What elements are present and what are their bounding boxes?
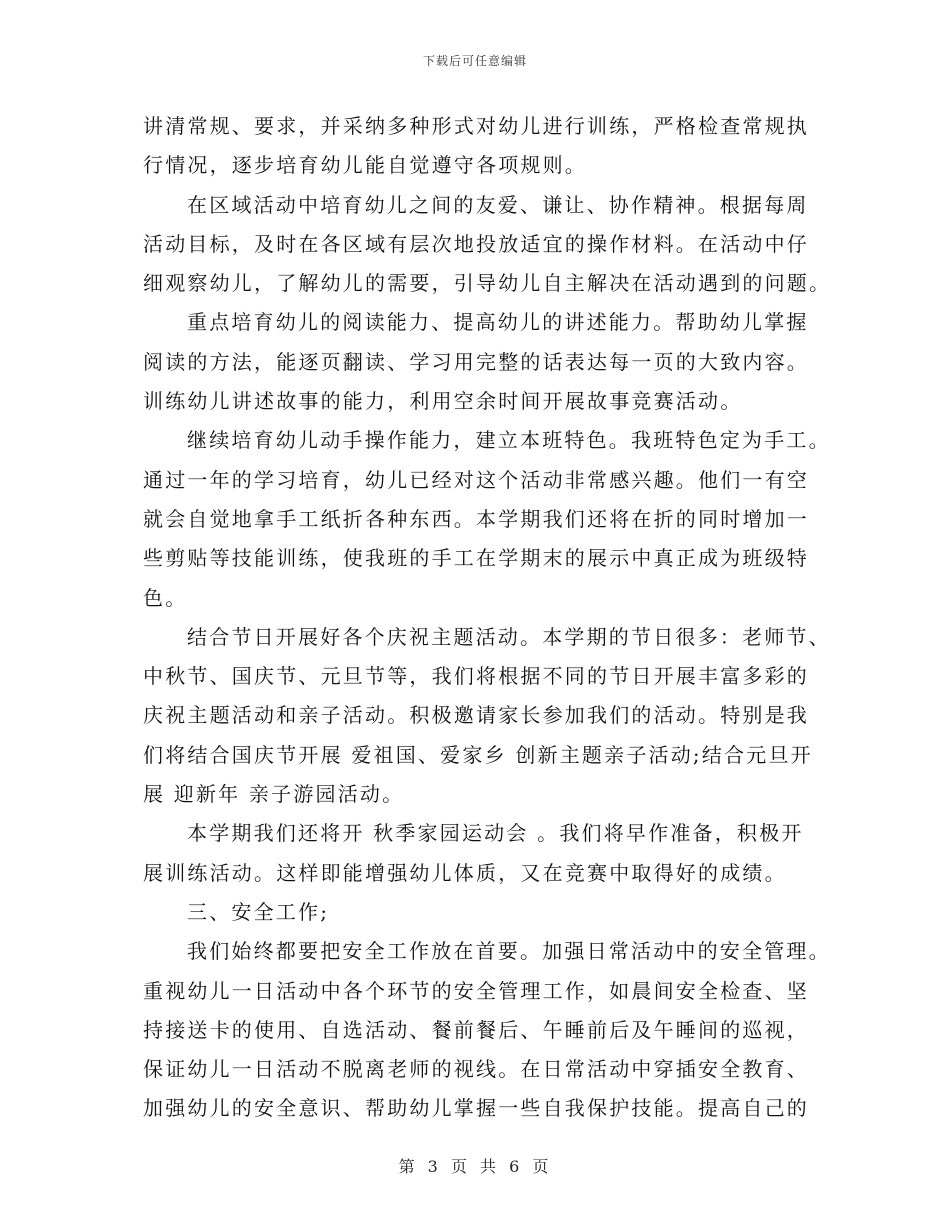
text-line: 三、安全工作; (187, 899, 330, 924)
text-line: 活动目标，及时在各区域有层次地投放适宜的操作材料。在活动中仔 (143, 231, 809, 256)
document-body (143, 107, 832, 1129)
text-line: 通过一年的学习培育，幼儿已经对这个活动非常感兴趣。他们一有空 (143, 467, 809, 492)
text-line: 色。 (143, 585, 188, 610)
text-line: 训练幼儿讲述故事的能力，利用空余时间开展故事竞赛活动。 (143, 389, 743, 414)
text-line: 在区域活动中培育幼儿之间的友爱、谦让、协作精神。根据每周 (187, 192, 809, 217)
text-line: 阅读的方法，能逐页翻读、学习用完整的话表达每一页的大致内容。 (143, 349, 809, 374)
page-header-note: 下载后可任意编辑 (422, 54, 527, 68)
text-line: 重视幼儿一日活动中各个环节的安全管理工作，如晨间安全检查、坚 (143, 978, 809, 1003)
text-line: 们将结合国庆节开展 爱祖国、爱家乡 创新主题亲子活动;结合元旦开 (143, 742, 813, 767)
text-line: 我们始终都要把安全工作放在首要。加强日常活动中的安全管理。 (187, 939, 831, 964)
page-number: 第 3 页 共 6 页 (398, 1157, 552, 1176)
text-line: 庆祝主题活动和亲子活动。积极邀请家长参加我们的活动。特别是我 (143, 703, 809, 728)
text-line: 本学期我们还将开 秋季家园运动会 。我们将早作准备，积极开 (187, 821, 804, 846)
text-line: 重点培育幼儿的阅读能力、提高幼儿的讲述能力。帮助幼儿掌握 (187, 310, 809, 335)
text-line: 些剪贴等技能训练，使我班的手工在学期末的展示中真正成为班级特 (143, 546, 809, 571)
text-line: 讲清常规、要求，并采纳多种形式对幼儿进行训练，严格检查常规执 (143, 114, 809, 138)
text-line: 行情况，逐步培育幼儿能自觉遵守各项规则。 (143, 153, 587, 178)
text-line: 展 迎新年 亲子游园活动。 (143, 782, 405, 807)
text-line: 结合节日开展好各个庆祝主题活动。本学期的节日很多：老师节、 (187, 624, 831, 649)
text-line: 持接送卡的使用、自选活动、餐前餐后、午睡前后及午睡间的巡视， (143, 1017, 809, 1042)
text-line: 保证幼儿一日活动不脱离老师的视线。在日常活动中穿插安全教育、 (143, 1057, 809, 1082)
text-line: 加强幼儿的安全意识、帮助幼儿掌握一些自我保护技能。提高自己的 (143, 1096, 809, 1121)
text-line: 展训练活动。这样即能增强幼儿体质，又在竞赛中取得好的成绩。 (143, 860, 787, 885)
text-line: 继续培育幼儿动手操作能力，建立本班特色。我班特色定为手工。 (187, 428, 831, 453)
text-line: 中秋节、国庆节、元旦节等，我们将根据不同的节日开展丰富多彩的 (143, 664, 809, 689)
text-line: 就会自觉地拿手工纸折各种东西。本学期我们还将在折的同时增加一 (143, 506, 809, 531)
text-line: 细观察幼儿，了解幼儿的需要，引导幼儿自主解决在活动遇到的问题。 (143, 271, 832, 296)
